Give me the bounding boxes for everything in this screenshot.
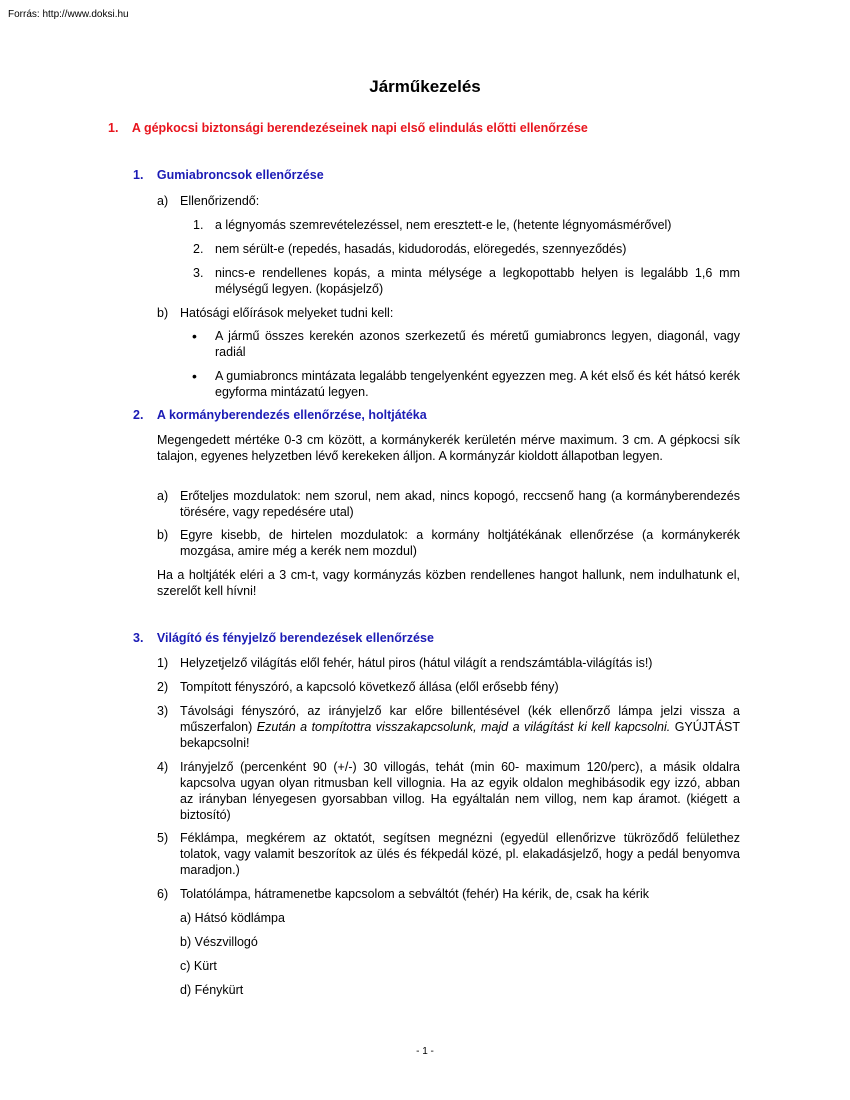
subsection-number: 3. xyxy=(133,631,144,645)
paragraph: Ha a holtjáték eléri a 3 cm-t, vagy kormányzás közben rendellenes hangot hallunk, nem indulhatunk el, szerelőt kell hívni! xyxy=(157,568,740,598)
list-item-text: GYÚJTÁST bekapcsolni! xyxy=(180,720,740,750)
list-item xyxy=(180,982,243,998)
section-heading xyxy=(108,121,588,135)
list-number: 1) xyxy=(157,656,169,670)
list-label: b) xyxy=(157,528,169,542)
list-text: Kürt xyxy=(193,959,217,973)
list-item: nincs-e rendellenes kopás, a minta mélysége a legkopottabb helyen is legalább 1,6 mm mélységű legyen. (kopásjelző) xyxy=(215,266,740,296)
subsection-heading-tires xyxy=(133,168,324,182)
source-url: Forrás: http://www.doksi.hu xyxy=(8,9,129,20)
list-item: Egyre kisebb, de hirtelen mozdulatok: a kormány holtjátékának ellenőrzése (a kormánykerék mozgása, amire még a kerék nem mozdul) xyxy=(180,528,740,558)
list-label: b) xyxy=(157,306,169,320)
subsection-title: Gumiabroncsok ellenőrzése xyxy=(156,168,324,182)
list-label: b) xyxy=(180,935,192,949)
list-number: 3. xyxy=(193,266,204,280)
list-item: a légnyomás szemrevételezéssel, nem eresztett-e le, (hetente légnyomásmérővel) xyxy=(215,218,672,232)
subsection-title: A kormányberendezés ellenőrzése, holtjátéka xyxy=(156,408,427,422)
list-item: Helyzetjelző világítás elől fehér, hátul piros (hátul világít a rendszámtábla-világítás is!) xyxy=(180,656,653,670)
list-item: Irányjelző (percenként 90 (+/-) 30 villogás, tehát (min 60- maximum 120/perc), a másik oldalra kapcsolva ugyan olyan ritmusban kell villognia. Ha az egyik oldalon meghibásodik egy izzó, abban az irányban lényegesen gyorsabban villog. Ha egyáltalán nem villog, nem kap áramot. (kiégett a biztosító) xyxy=(180,760,740,822)
subsection-number: 2. xyxy=(133,408,144,422)
list-item: Tompított fényszóró, a kapcsoló következő állása (elől erősebb fény) xyxy=(180,680,559,694)
list-label: a) xyxy=(180,911,192,925)
subsection-title: Világító és fényjelző berendezések ellenőrzése xyxy=(156,631,434,645)
list-text: Hátsó ködlámpa xyxy=(194,911,285,925)
list-number: 3) xyxy=(157,704,169,718)
list-item-text: Távolsági fényszóró, az irányjelző kar előre billentésével (kék ellenőrző lámpa jelzi vissza a műszerfalon) xyxy=(180,704,740,734)
list-item xyxy=(180,910,285,926)
list-number: 6) xyxy=(157,887,169,901)
list-text: Hatósági előírások melyeket tudni kell: xyxy=(180,306,394,320)
bullet-icon: • xyxy=(192,368,197,384)
list-item: Tolatólámpa, hátramenetbe kapcsolom a sebváltót (fehér) Ha kérik, de, csak ha kérik xyxy=(180,887,649,901)
page-title: Járműkezelés xyxy=(369,77,481,96)
list-item xyxy=(180,934,258,950)
list-item xyxy=(180,703,740,751)
bullet-icon: • xyxy=(192,328,197,344)
list-label: d) xyxy=(180,983,192,997)
list-label: a) xyxy=(157,194,169,208)
list-item xyxy=(180,958,217,974)
paragraph: Megengedett mértéke 0-3 cm között, a kormánykerék kerületén mérve maximum. 3 cm. A gépkocsi sík talajon, egyenes helyzetben lévő kerekeken álljon. A kormányzár kioldott állapotban legyen. xyxy=(157,433,740,463)
subsection-number: 1. xyxy=(133,168,144,182)
list-text: Ellenőrizendő: xyxy=(180,194,260,208)
subsection-heading-steering xyxy=(133,408,427,422)
list-number: 2. xyxy=(193,242,204,256)
list-number: 2) xyxy=(157,680,169,694)
list-text: Fénykürt xyxy=(194,983,244,997)
list-item: Féklámpa, megkérem az oktatót, segítsen megnézni (egyedül ellenőrizve tükröződő felülethez tolatok, vagy valamit beszorítok az ülés és fékpedál közé, pl. elakadásjelző, hogy a pedál benyomva maradjon.) xyxy=(180,831,740,877)
list-label: a) xyxy=(157,489,169,503)
list-number: 1. xyxy=(193,218,204,232)
list-item: A jármű összes kerekén azonos szerkezetű és méretű gumiabroncs legyen, diagonál, vagy radiál xyxy=(215,329,740,359)
subsection-heading-lights xyxy=(133,631,434,645)
list-number: 5) xyxy=(157,831,169,845)
section-title: A gépkocsi biztonsági berendezéseinek napi első elindulás előtti ellenőrzése xyxy=(131,121,588,135)
list-item: Erőteljes mozdulatok: nem szorul, nem akad, nincs kopogó, reccsenő hang (a kormányberendezés törésére, vagy repedésére utal) xyxy=(180,489,740,519)
list-item-emphasis: Ezután a tompítottra visszakapcsolunk, majd a világítást ki kell kapcsolni. xyxy=(256,720,671,734)
list-item: A gumiabroncs mintázata legalább tengelyenként egyezzen meg. A két első és két hátsó kerék egyforma mintázatú legyen. xyxy=(215,369,740,399)
list-label: c) xyxy=(180,959,191,973)
list-item: nem sérült-e (repedés, hasadás, kidudorodás, elöregedés, szennyeződés) xyxy=(215,242,627,256)
list-number: 4) xyxy=(157,760,169,774)
list-text: Vészvillogó xyxy=(194,935,258,949)
page-number: - 1 - xyxy=(416,1046,434,1057)
section-number: 1. xyxy=(108,121,119,135)
